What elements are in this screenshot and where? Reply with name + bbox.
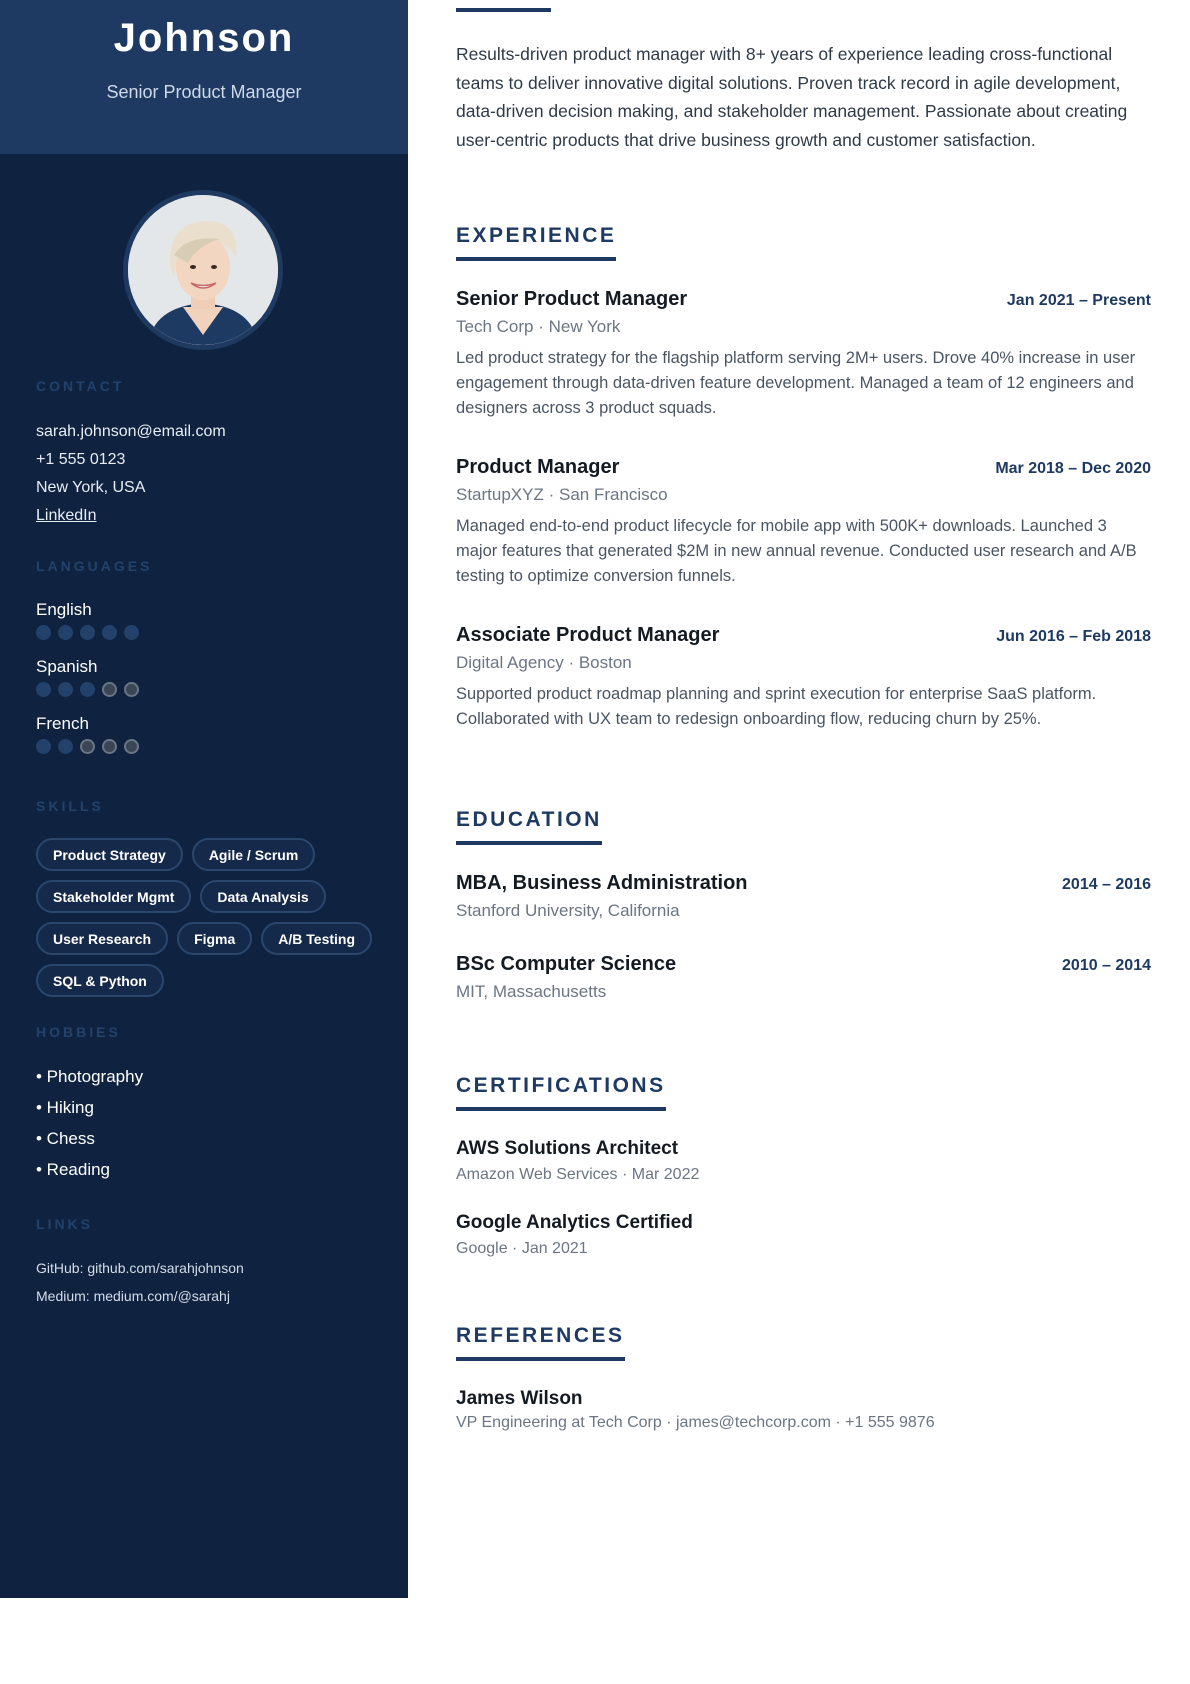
level-dot (58, 739, 73, 754)
level-dot (102, 739, 117, 754)
level-dot (102, 625, 117, 640)
skill-tag: User Research (36, 922, 168, 955)
certifications-heading-label: CERTIFICATIONS (456, 1074, 666, 1097)
skills-heading: SKILLS (36, 798, 104, 814)
education-heading (456, 808, 602, 845)
language-level (36, 739, 139, 754)
level-dot (58, 682, 73, 697)
job-company: Digital Agency · Boston (456, 653, 632, 672)
job-company: Tech Corp · New York (456, 317, 621, 336)
certifications-heading (456, 1074, 666, 1111)
education-heading-label: EDUCATION (456, 808, 602, 831)
linkedin-link[interactable]: LinkedIn (36, 507, 97, 524)
hobby-item: • Hiking (36, 1098, 94, 1117)
contact-heading: CONTACT (36, 378, 125, 394)
degree-date: 2010 – 2014 (1062, 957, 1151, 974)
reference-details: VP Engineering at Tech Corp · james@techcorp.com · +1 555 9876 (456, 1414, 935, 1431)
experience-heading (456, 224, 616, 261)
sidebar-header (0, 0, 408, 154)
experience-item (456, 288, 1151, 421)
education-item (456, 872, 1151, 921)
hobbies-heading: HOBBIES (36, 1024, 121, 1040)
contact-phone: +1 555 0123 (36, 451, 126, 468)
job-company: StartupXYZ · San Francisco (456, 485, 668, 504)
links-list (36, 1254, 244, 1310)
reference-item (456, 1388, 1151, 1432)
language-level (36, 625, 139, 640)
skill-tag: Product Strategy (36, 838, 183, 871)
language-level (36, 682, 139, 697)
language-name: Spanish (36, 657, 98, 676)
sidebar (0, 0, 408, 1598)
job-description: Led product strategy for the flagship platform serving 2M+ users. Drove 40% increase in user engagement through data-driven feature development. Managed a team of 12 engineers and designers across 3 product squads. (456, 349, 1136, 417)
certification-title: AWS Solutions Architect (456, 1138, 679, 1159)
skill-tag: A/B Testing (261, 922, 372, 955)
job-title: Product Manager (456, 456, 620, 478)
education-rule (456, 841, 602, 845)
level-dot (80, 739, 95, 754)
school-name: MIT, Massachusetts (456, 982, 607, 1001)
school-name: Stanford University, California (456, 901, 680, 920)
references-heading (456, 1324, 625, 1361)
links-heading: LINKS (36, 1216, 93, 1232)
level-dot (124, 682, 139, 697)
degree-date: 2014 – 2016 (1062, 876, 1151, 893)
skill-tag: Stakeholder Mgmt (36, 880, 191, 913)
references-heading-label: REFERENCES (456, 1324, 625, 1347)
level-dot (102, 682, 117, 697)
profile-link[interactable]: GitHub: github.com/sarahjohnson (36, 1260, 244, 1276)
summary-text: Results-driven product manager with 8+ years of experience leading cross-functional teams to deliver innovative digital solutions. Proven track record in agile development, data-driven decision making, and stakeholder management. Passionate about creating user-centric products that drive business growth and customer satisfaction. (456, 44, 1128, 150)
reference-name: James Wilson (456, 1388, 583, 1409)
level-dot (80, 682, 95, 697)
skill-tag: Data Analysis (200, 880, 325, 913)
avatar-photo-icon (128, 195, 278, 345)
level-dot (58, 625, 73, 640)
skill-tag: SQL & Python (36, 964, 164, 997)
language-name: English (36, 600, 92, 619)
certification-issuer: Amazon Web Services · Mar 2022 (456, 1166, 700, 1183)
level-dot (80, 625, 95, 640)
skills-list (36, 838, 381, 997)
certifications-rule (456, 1107, 666, 1111)
avatar (123, 190, 283, 350)
job-date: Mar 2018 – Dec 2020 (995, 460, 1151, 477)
degree-title: BSc Computer Science (456, 953, 677, 975)
job-title: Associate Product Manager (456, 624, 720, 646)
contact-list (36, 418, 226, 530)
person-name: Johnson (113, 16, 295, 60)
job-description: Managed end-to-end product lifecycle for mobile app with 500K+ downloads. Launched 3 major features that generated $2M in new annual revenue. Conducted user research and A/B testing to optimize conversion funnels. (456, 517, 1137, 585)
certification-item (456, 1212, 1151, 1258)
hobby-item: • Reading (36, 1160, 111, 1179)
summary-rule (456, 8, 551, 12)
language-item (36, 598, 139, 655)
certification-title: Google Analytics Certified (456, 1212, 693, 1233)
contact-email: sarah.johnson@email.com (36, 423, 226, 440)
language-name: French (36, 714, 89, 733)
job-description: Supported product roadmap planning and sprint execution for enterprise SaaS platform. Collaborated with UX team to redesign onboarding flow, reducing churn by 25%. (456, 685, 1097, 728)
job-date: Jun 2016 – Feb 2018 (996, 628, 1151, 645)
languages-list (36, 598, 139, 769)
hobby-item: • Chess (36, 1129, 95, 1148)
experience-item (456, 624, 1151, 732)
hobbies-list (36, 1061, 143, 1185)
contact-location: New York, USA (36, 479, 146, 496)
person-title: Senior Product Manager (106, 82, 302, 102)
experience-item (456, 456, 1151, 589)
experience-heading-label: EXPERIENCE (456, 224, 617, 247)
level-dot (124, 625, 139, 640)
language-item (36, 712, 139, 769)
certification-item (456, 1138, 1151, 1184)
experience-rule (456, 257, 616, 261)
degree-title: MBA, Business Administration (456, 872, 748, 894)
references-rule (456, 1357, 625, 1361)
hobby-item: • Photography (36, 1067, 144, 1086)
skill-tag: Agile / Scrum (192, 838, 315, 871)
job-title: Senior Product Manager (456, 288, 688, 310)
profile-link[interactable]: Medium: medium.com/@sarahj (36, 1288, 230, 1304)
skill-tag: Figma (177, 922, 252, 955)
education-item (456, 953, 1151, 1002)
level-dot (36, 625, 51, 640)
level-dot (36, 682, 51, 697)
certification-issuer: Google · Jan 2021 (456, 1240, 588, 1257)
level-dot (36, 739, 51, 754)
language-item (36, 655, 139, 712)
level-dot (124, 739, 139, 754)
job-date: Jan 2021 – Present (1006, 292, 1151, 309)
languages-heading: LANGUAGES (36, 558, 153, 574)
